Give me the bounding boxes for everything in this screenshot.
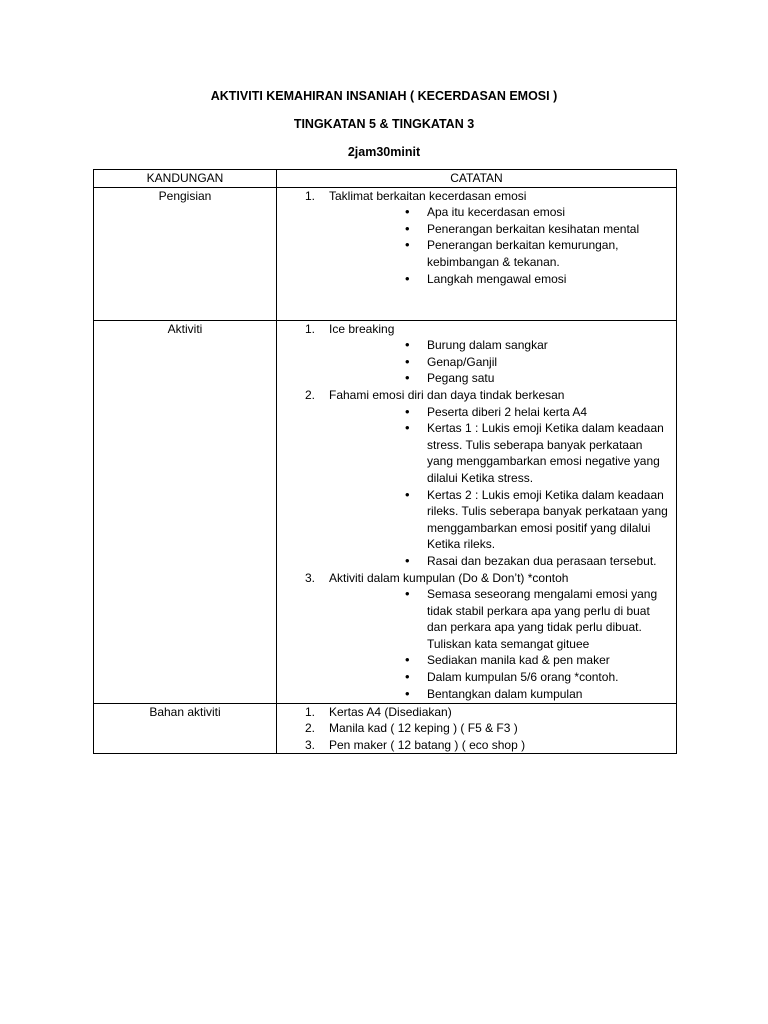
list-item bbox=[305, 720, 676, 737]
bullet-item: • Semasa seseorang mengalami emosi yang tidak stabil perkara apa yang perlu di buat dan perkara apa yang tidak perlu dibuat. Tuliskan kata semangat gituee bbox=[427, 586, 676, 652]
column-header-kandungan: KANDUNGAN bbox=[94, 170, 277, 188]
item-number: 3. bbox=[305, 570, 316, 585]
bullet-item: • Peserta diberi 2 helai kerta A4 bbox=[427, 404, 676, 421]
bullet-item: • Kertas 2 : Lukis emoji Ketika dalam keadaan rileks. Tulis seberapa banyak perkataan yang menggambarkan emosi positif yang dilalui Ketika rileks. bbox=[427, 487, 676, 553]
item-text: Kertas A4 (Disediakan) bbox=[329, 704, 452, 719]
item-text: Pen maker ( 12 batang ) ( eco shop ) bbox=[329, 737, 526, 752]
item-text: Manila kad ( 12 keping ) ( F5 & F3 ) bbox=[329, 721, 518, 736]
numbered-list bbox=[277, 188, 676, 288]
list-item bbox=[305, 188, 676, 288]
activity-table bbox=[93, 169, 677, 754]
table-row bbox=[94, 320, 677, 703]
table-row bbox=[94, 703, 677, 754]
column-header-catatan: CATATAN bbox=[277, 170, 677, 188]
list-item bbox=[305, 704, 676, 721]
item-number: 1. bbox=[305, 188, 316, 203]
bullet-item: • Penerangan berkaitan kesihatan mental bbox=[427, 221, 676, 238]
numbered-list bbox=[277, 704, 676, 754]
bullet-item: • Sediakan manila kad & pen maker bbox=[427, 652, 676, 669]
bullet-list bbox=[329, 337, 676, 387]
list-item bbox=[305, 737, 676, 754]
duration-label: 2jam30minit bbox=[347, 145, 421, 159]
item-number: 3. bbox=[305, 737, 316, 752]
bullet-item: • Rasai dan bezakan dua perasaan tersebut. bbox=[427, 553, 676, 570]
item-number: 2. bbox=[305, 387, 316, 402]
row-label: Bahan aktiviti bbox=[94, 703, 277, 754]
item-number: 1. bbox=[305, 321, 316, 336]
row-notes bbox=[277, 187, 677, 320]
numbered-list bbox=[277, 321, 676, 703]
item-number: 2. bbox=[305, 721, 316, 736]
list-item bbox=[305, 321, 676, 387]
bullet-item: • Apa itu kecerdasan emosi bbox=[427, 204, 676, 221]
item-text: Fahami emosi diri dan daya tindak berkesan bbox=[329, 387, 565, 402]
bullet-item: • Burung dalam sangkar bbox=[427, 337, 676, 354]
bullet-list bbox=[329, 404, 676, 570]
document-subtitle: TINGKATAN 5 & TINGKATAN 3 bbox=[293, 117, 475, 131]
table-header-row bbox=[94, 170, 677, 188]
row-label: Pengisian bbox=[94, 187, 277, 320]
item-text: Aktiviti dalam kumpulan (Do & Don’t) *contoh bbox=[329, 570, 569, 585]
bullet-list bbox=[329, 204, 676, 287]
item-text: Ice breaking bbox=[329, 321, 395, 336]
row-notes bbox=[277, 320, 677, 703]
bullet-item: • Penerangan berkaitan kemurungan, kebimbangan & tekanan. bbox=[427, 237, 676, 270]
bullet-item: • Bentangkan dalam kumpulan bbox=[427, 686, 676, 703]
bullet-item: • Langkah mengawal emosi bbox=[427, 271, 676, 288]
bullet-list bbox=[329, 586, 676, 702]
item-number: 1. bbox=[305, 704, 316, 719]
table-row bbox=[94, 187, 677, 320]
row-notes bbox=[277, 703, 677, 754]
row-label: Aktiviti bbox=[94, 320, 277, 703]
list-item bbox=[305, 387, 676, 570]
bullet-item: • Genap/Ganjil bbox=[427, 354, 676, 371]
document-title: AKTIVITI KEMAHIRAN INSANIAH ( KECERDASAN EMOSI ) bbox=[210, 89, 558, 103]
bullet-item: • Kertas 1 : Lukis emoji Ketika dalam keadaan stress. Tulis seberapa banyak perkataan yang menggambarkan emosi negative yang dilalui Ketika stress. bbox=[427, 420, 676, 486]
item-text: Taklimat berkaitan kecerdasan emosi bbox=[329, 188, 527, 203]
bullet-item: • Pegang satu bbox=[427, 370, 676, 387]
bullet-item: • Dalam kumpulan 5/6 orang *contoh. bbox=[427, 669, 676, 686]
list-item bbox=[305, 570, 676, 703]
